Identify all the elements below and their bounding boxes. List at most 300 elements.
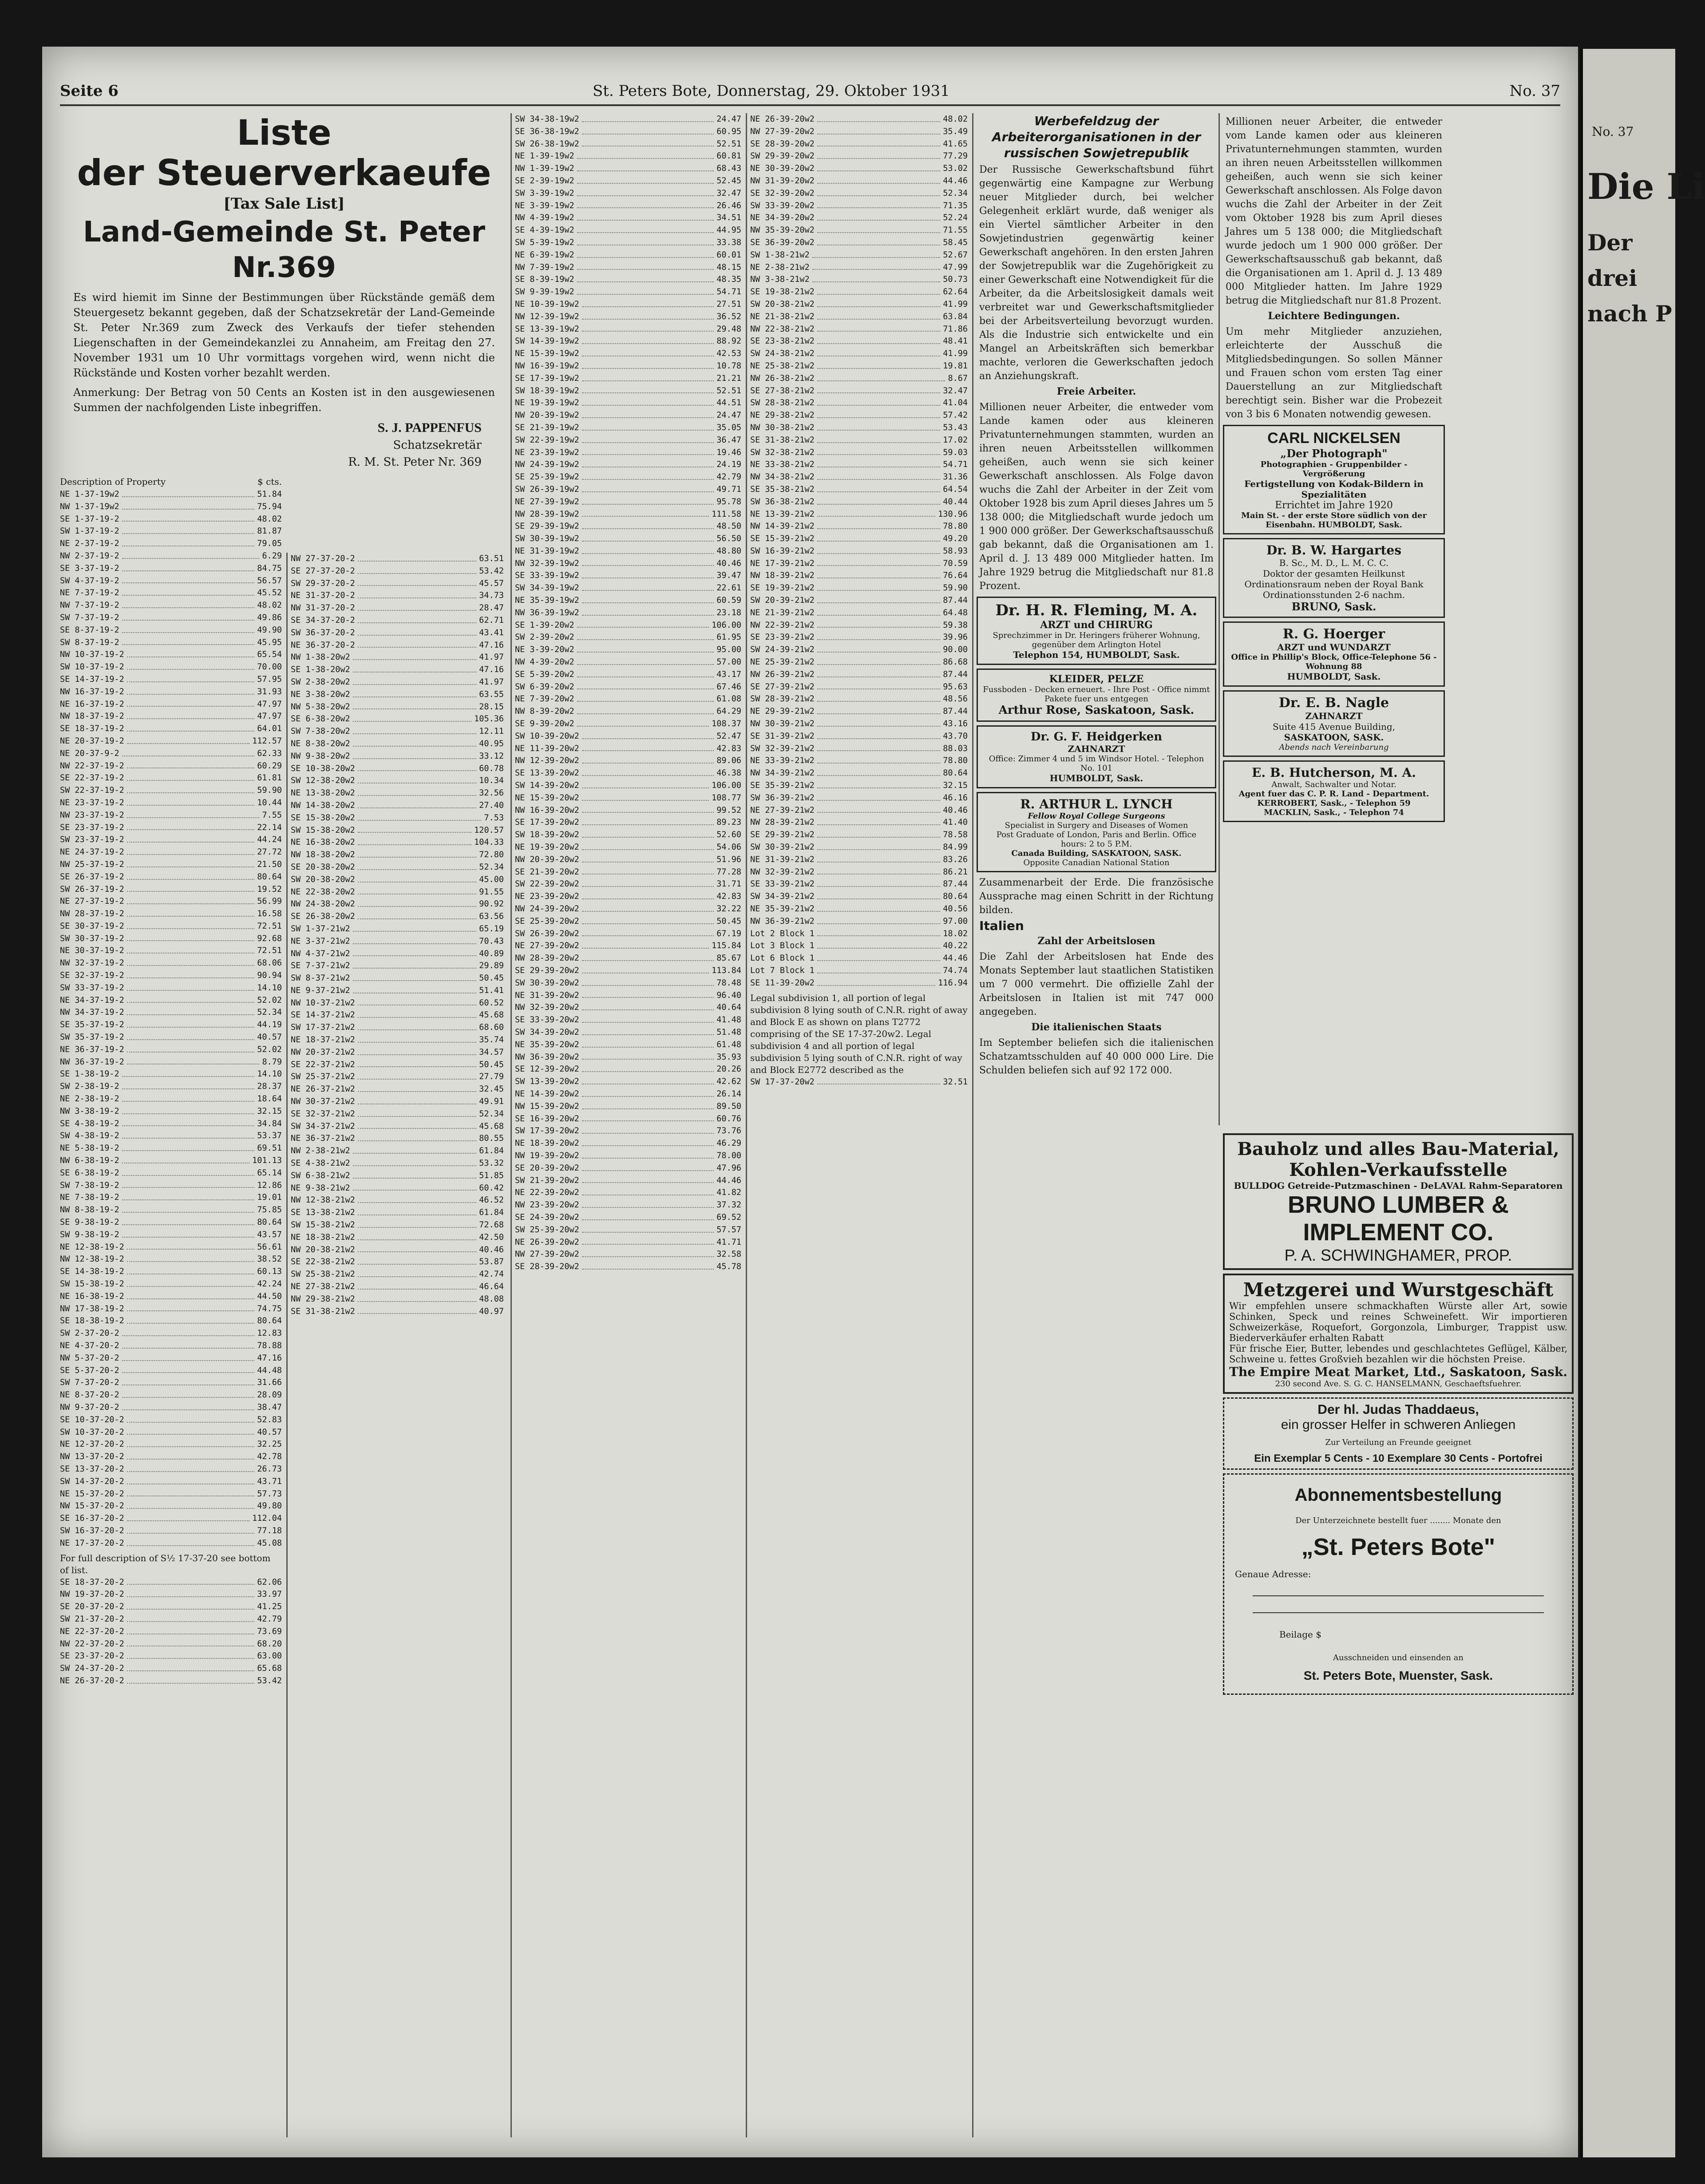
property-desc: NW 35-39-20w2 bbox=[750, 226, 815, 235]
property-amount: 101.13 bbox=[252, 1156, 282, 1166]
property-amount: 7.55 bbox=[262, 810, 282, 820]
property-desc: NW 22-37-20-2 bbox=[60, 1639, 124, 1649]
list-item bbox=[515, 570, 741, 582]
property-amount: 61.95 bbox=[716, 633, 741, 642]
property-desc: SE 20-37-20-2 bbox=[60, 1602, 124, 1612]
property-desc: SW 26-38-19w2 bbox=[515, 139, 579, 149]
property-amount: 96.40 bbox=[716, 990, 741, 1000]
property-desc: NE 35-39-20w2 bbox=[515, 1040, 579, 1049]
list-item bbox=[291, 1071, 504, 1083]
property-desc: Lot 6 Block 1 bbox=[750, 954, 815, 963]
list-item bbox=[60, 1626, 282, 1638]
property-amount: 42.24 bbox=[257, 1279, 282, 1289]
list-item bbox=[291, 627, 504, 639]
property-amount: 50.73 bbox=[943, 275, 968, 285]
property-desc: SW 7-37-20-2 bbox=[60, 1378, 119, 1388]
list-item bbox=[750, 545, 968, 558]
list-item bbox=[60, 1167, 282, 1179]
property-amount: 42.79 bbox=[257, 1614, 282, 1624]
property-desc: SE 28-39-20w2 bbox=[750, 139, 815, 149]
list-item bbox=[750, 508, 968, 521]
property-amount: 73.69 bbox=[257, 1626, 282, 1636]
property-desc: NE 29-38-21w2 bbox=[750, 411, 815, 420]
property-amount: 47.97 bbox=[257, 699, 282, 709]
property-desc: Lot 7 Block 1 bbox=[750, 965, 815, 975]
property-desc: SE 16-37-20-2 bbox=[60, 1514, 124, 1523]
property-amount: 84.99 bbox=[943, 843, 968, 852]
property-amount: 78.58 bbox=[943, 830, 968, 840]
property-desc: NE 13-39-21w2 bbox=[750, 509, 815, 519]
property-amount: 54.71 bbox=[716, 287, 741, 297]
list-item bbox=[291, 861, 504, 874]
ad-line: Agent fuer das C. P. R. Land - Department. bbox=[1238, 789, 1429, 799]
property-desc: NW 27-37-20-2 bbox=[291, 554, 355, 563]
list-item bbox=[515, 705, 741, 718]
list-item bbox=[750, 866, 968, 878]
ad-title: KLEIDER, PELZE bbox=[1049, 673, 1144, 685]
ad-subtitle: Fellow Royal College Surgeons bbox=[1028, 811, 1165, 821]
property-desc: SW 2-37-20-2 bbox=[60, 1329, 119, 1338]
property-amount: 60.59 bbox=[716, 596, 741, 605]
list-item bbox=[515, 607, 741, 619]
property-desc: NE 33-38-21w2 bbox=[750, 460, 815, 470]
list-item bbox=[60, 1476, 282, 1488]
property-desc: NE 15-39-20w2 bbox=[515, 793, 579, 803]
property-amount: 80.64 bbox=[943, 892, 968, 902]
property-desc: NW 28-39-20w2 bbox=[515, 954, 579, 963]
list-item bbox=[515, 1113, 741, 1125]
property-desc: SE 23-38-21w2 bbox=[750, 336, 815, 346]
property-amount: 41.97 bbox=[479, 653, 504, 662]
property-amount: 62.33 bbox=[257, 748, 282, 758]
property-desc: NW 23-37-19-2 bbox=[60, 810, 124, 820]
property-desc: SW 32-39-21w2 bbox=[750, 744, 815, 753]
property-amount: 77.29 bbox=[943, 151, 968, 161]
property-amount: 72.68 bbox=[479, 1220, 504, 1230]
ad-line: 230 second Ave. S. G. C. HANSELMANN, Geschaeftsfuehrer. bbox=[1275, 1379, 1522, 1389]
property-desc: SW 20-38-20w2 bbox=[291, 874, 355, 884]
property-amount: 63.84 bbox=[943, 312, 968, 321]
property-amount: 40.89 bbox=[479, 949, 504, 958]
property-desc: SE 32-37-19-2 bbox=[60, 971, 124, 981]
property-desc: SE 1-37-19-2 bbox=[60, 514, 119, 524]
list-item bbox=[515, 483, 741, 496]
ad-title: CARL NICKELSEN bbox=[1267, 430, 1400, 447]
property-desc: NW 36-39-21w2 bbox=[750, 916, 815, 926]
property-desc: SW 24-37-20-2 bbox=[60, 1664, 124, 1674]
property-amount: 32.15 bbox=[943, 781, 968, 791]
list-item bbox=[60, 612, 282, 624]
property-desc: NE 2-38-19-2 bbox=[60, 1094, 119, 1104]
list-item bbox=[60, 735, 282, 748]
ad-nagle bbox=[1223, 690, 1445, 757]
list-item bbox=[60, 488, 282, 501]
property-desc: NW 36-39-19w2 bbox=[515, 608, 579, 617]
property-desc: NE 31-37-20-2 bbox=[291, 591, 355, 601]
property-desc: SE 1-39-20w2 bbox=[515, 620, 574, 630]
property-amount: 48.02 bbox=[257, 601, 282, 610]
property-amount: 41.82 bbox=[716, 1188, 741, 1198]
property-desc: NE 29-39-21w2 bbox=[750, 707, 815, 716]
list-item bbox=[750, 323, 968, 336]
ad-line: Errichtet im Jahre 1920 bbox=[1275, 500, 1393, 511]
property-desc: NW 9-38-20w2 bbox=[291, 751, 350, 761]
ad-line: BULLDOG Getreide-Putzmaschinen - DeLAVAL Rahm-Separatoren bbox=[1234, 1180, 1563, 1191]
list-item bbox=[515, 200, 741, 212]
property-desc: SE 4-39-19w2 bbox=[515, 226, 574, 235]
property-amount: 88.92 bbox=[716, 336, 741, 346]
property-desc: NE 36-37-21w2 bbox=[291, 1134, 355, 1143]
list-item bbox=[515, 1014, 741, 1026]
property-amount: 53.32 bbox=[479, 1159, 504, 1168]
ad-line: Ordinationsraum neben der Royal Bank bbox=[1244, 579, 1424, 590]
property-amount: 112.57 bbox=[252, 736, 282, 746]
property-amount: 47.16 bbox=[479, 665, 504, 675]
list-item bbox=[515, 1150, 741, 1162]
property-desc: NE 31-39-21w2 bbox=[750, 855, 815, 864]
property-amount: 52.47 bbox=[716, 731, 741, 741]
property-amount: 10.44 bbox=[257, 798, 282, 807]
list-item bbox=[515, 187, 741, 200]
property-amount: 40.46 bbox=[943, 805, 968, 815]
address-line[interactable] bbox=[1253, 1612, 1544, 1613]
property-amount: 53.87 bbox=[479, 1257, 504, 1267]
list-item bbox=[515, 619, 741, 632]
ad-line: Ordinationsstunden 2-6 nachm. bbox=[1262, 590, 1405, 600]
article-paragraph: Millionen neuer Arbeiter, die entweder vom Lande kamen oder aus kleineren Privatunternehmungen stammten, wurden an ihren neuen Arbeitsstellen willkommen geheißen, auch wenn sie sich keiner Gewerkschaft anschlossen. Als Folge davon wuchs die Zahl der Arbeiter in der Zeit vom Oktober 1928 bis zum April dieses Jahres um 5 138 000; die Mitgliedschaft wurde jedoch um 1 900 000 größer. Der Gewerkschaftsausschuß gab bekannt, daß die Organisationen am 1. April d. J. 13 489 000 Mitglieder hatten. Im Jahre 1929 betrug die Mitgliedschaft nur 81.8 Prozent. bbox=[1226, 116, 1442, 306]
list-item bbox=[291, 910, 504, 923]
property-amount: 44.24 bbox=[257, 835, 282, 845]
list-item bbox=[750, 273, 968, 286]
list-item bbox=[291, 651, 504, 664]
property-desc: SE 23-37-20-2 bbox=[60, 1651, 124, 1661]
property-desc: SW 4-38-19-2 bbox=[60, 1131, 119, 1141]
property-desc: SW 33-37-19-2 bbox=[60, 983, 124, 993]
property-amount: 42.83 bbox=[716, 744, 741, 753]
list-item bbox=[515, 311, 741, 323]
list-item bbox=[60, 649, 282, 661]
property-amount: 28.47 bbox=[479, 603, 504, 613]
list-item bbox=[60, 1130, 282, 1142]
property-desc: NE 25-39-21w2 bbox=[750, 657, 815, 667]
list-item bbox=[515, 890, 741, 903]
property-desc: SW 2-38-19-2 bbox=[60, 1082, 119, 1092]
list-title-line4: Land-Gemeinde St. Peter Nr.369 bbox=[83, 216, 486, 284]
list-item bbox=[750, 212, 968, 224]
property-desc: SE 35-38-21w2 bbox=[750, 484, 815, 494]
property-amount: 39.96 bbox=[943, 633, 968, 642]
property-amount: 40.44 bbox=[943, 497, 968, 506]
list-item bbox=[750, 311, 968, 323]
property-desc: SW 32-38-21w2 bbox=[750, 447, 815, 457]
list-item bbox=[515, 792, 741, 804]
property-desc: NW 32-39-20w2 bbox=[515, 1003, 579, 1013]
property-amount: 46.29 bbox=[716, 1139, 741, 1148]
property-desc: SE 11-39-20w2 bbox=[750, 978, 815, 988]
property-desc: NW 29-38-21w2 bbox=[291, 1294, 355, 1304]
property-amount: 50.45 bbox=[479, 1060, 504, 1069]
list-item bbox=[60, 624, 282, 637]
property-desc: NW 7-39-19w2 bbox=[515, 262, 574, 272]
list-item bbox=[60, 1315, 282, 1327]
list-item bbox=[291, 1120, 504, 1133]
property-amount: 7.53 bbox=[484, 813, 504, 823]
list-item bbox=[60, 1006, 282, 1019]
ad-line: Genaue Adresse: bbox=[1235, 1569, 1311, 1579]
property-desc: NE 7-38-19-2 bbox=[60, 1193, 119, 1203]
list-item bbox=[515, 1125, 741, 1137]
list-item bbox=[750, 940, 968, 952]
property-amount: 90.94 bbox=[257, 971, 282, 981]
property-amount: 32.58 bbox=[716, 1250, 741, 1259]
ad-line: Abends nach Vereinbarung bbox=[1279, 743, 1389, 752]
property-amount: 27.79 bbox=[479, 1072, 504, 1082]
list-item bbox=[750, 397, 968, 409]
property-desc: SE 33-39-21w2 bbox=[750, 879, 815, 889]
list-item bbox=[515, 878, 741, 890]
property-desc: SW 34-39-20w2 bbox=[515, 1027, 579, 1037]
column-rule bbox=[972, 113, 973, 2137]
ad-line: SASKATOON, SASK. bbox=[1284, 732, 1384, 743]
property-desc: SE 10-37-20-2 bbox=[60, 1415, 124, 1424]
property-desc: NW 28-39-21w2 bbox=[750, 818, 815, 827]
property-amount: 35.93 bbox=[716, 1052, 741, 1062]
ad-pelze bbox=[977, 669, 1216, 722]
list-item bbox=[750, 779, 968, 792]
property-desc: SE 33-39-19w2 bbox=[515, 571, 579, 581]
property-desc: SE 29-39-21w2 bbox=[750, 830, 815, 840]
list-item bbox=[60, 1044, 282, 1056]
property-desc: SE 36-39-20w2 bbox=[750, 237, 815, 247]
property-amount: 8.67 bbox=[948, 373, 968, 383]
property-desc: NE 27-39-19w2 bbox=[515, 497, 579, 506]
article-paragraph: Die Zahl der Arbeitslosen hat Ende des Monats September laut staatlichen Statistiken um 7 000 vermehrt. Die offizielle Zahl der Arbeitslosen in Italien ist mit 747 000 angegeben. bbox=[979, 951, 1214, 1017]
property-desc: NW 26-38-21w2 bbox=[750, 373, 815, 383]
property-desc: SE 3-37-19-2 bbox=[60, 563, 119, 573]
property-desc: SW 17-37-21w2 bbox=[291, 1023, 355, 1033]
list-item bbox=[60, 538, 282, 550]
property-amount: 45.00 bbox=[479, 874, 504, 884]
list-item bbox=[750, 447, 968, 459]
list-item bbox=[291, 972, 504, 985]
property-desc: NW 10-37-19-2 bbox=[60, 650, 124, 660]
property-amount: 64.48 bbox=[943, 608, 968, 617]
list-item bbox=[60, 797, 282, 809]
ad-line: Für frische Eier, Butter, lebendes und geschlachtetes Geflügel, Kälber, Schweine u. fettes Großvieh bezahlen wir die höchsten Preise. bbox=[1229, 1343, 1567, 1365]
property-desc: SW 9-38-19-2 bbox=[60, 1230, 119, 1239]
property-amount: 22.61 bbox=[716, 583, 741, 593]
list-item bbox=[750, 138, 968, 150]
address-line[interactable] bbox=[1253, 1595, 1544, 1596]
list-item bbox=[750, 533, 968, 545]
list-item bbox=[291, 799, 504, 812]
article-paragraph: Im September beliefen sich die italienischen Schatzamtsschulden auf 40 000 000 Lire. Die Schulden beliefen sich auf 92 172 000. bbox=[979, 1037, 1214, 1076]
property-desc: SE 2-39-19w2 bbox=[515, 176, 574, 186]
property-amount: 32.22 bbox=[716, 904, 741, 914]
list-item bbox=[291, 985, 504, 997]
list-item bbox=[291, 1170, 504, 1182]
property-desc: SW 3-39-19w2 bbox=[515, 188, 574, 198]
ad-subtitle: ARZT und WUNDARZT bbox=[1277, 642, 1391, 653]
property-desc: SE 23-39-21w2 bbox=[750, 633, 815, 642]
list-item bbox=[60, 1500, 282, 1512]
property-desc: NW 6-38-19-2 bbox=[60, 1156, 119, 1166]
list-item bbox=[515, 138, 741, 150]
property-amount: 44.46 bbox=[943, 176, 968, 186]
property-amount: 74.74 bbox=[943, 965, 968, 975]
property-desc: NW 3-38-21w2 bbox=[750, 275, 810, 285]
edge-subtitle: Der drei nach P bbox=[1587, 229, 1672, 327]
ad-meat bbox=[1223, 1274, 1574, 1394]
list-item bbox=[60, 1588, 282, 1601]
property-amount: 52.60 bbox=[716, 830, 741, 840]
list-item bbox=[750, 644, 968, 656]
list-item bbox=[750, 804, 968, 817]
property-amount: 106.00 bbox=[712, 781, 741, 791]
ad-subtitle: Anwalt, Sachwalter und Notar. bbox=[1271, 780, 1396, 789]
property-desc: NE 31-39-19w2 bbox=[515, 546, 579, 556]
property-desc: SW 28-39-21w2 bbox=[750, 694, 815, 704]
property-desc: NE 21-39-21w2 bbox=[750, 608, 815, 617]
list-item bbox=[750, 348, 968, 360]
property-amount: 43.41 bbox=[479, 628, 504, 637]
tax-list bbox=[750, 113, 968, 989]
property-desc: NW 23-39-20w2 bbox=[515, 1200, 579, 1210]
property-desc: NE 35-39-19w2 bbox=[515, 596, 579, 605]
property-desc: SW 5-39-19w2 bbox=[515, 237, 574, 247]
list-item bbox=[60, 1352, 282, 1365]
property-amount: 104.33 bbox=[474, 838, 504, 847]
list-item bbox=[60, 895, 282, 908]
property-desc: NW 12-39-20w2 bbox=[515, 756, 579, 766]
list-item bbox=[515, 237, 741, 249]
list-item bbox=[515, 447, 741, 459]
property-amount: 43.17 bbox=[716, 669, 741, 679]
ad-line: Kohlen-Verkaufsstelle bbox=[1289, 1159, 1507, 1180]
property-desc: SW 2-39-20w2 bbox=[515, 633, 574, 642]
property-amount: 64.54 bbox=[943, 484, 968, 494]
property-amount: 17.02 bbox=[943, 435, 968, 445]
property-desc: SW 17-39-20w2 bbox=[515, 1126, 579, 1136]
property-desc: NW 30-37-21w2 bbox=[291, 1097, 355, 1107]
list-item bbox=[515, 397, 741, 409]
property-desc: NW 24-39-19w2 bbox=[515, 460, 579, 470]
signature bbox=[60, 419, 482, 471]
list-item bbox=[60, 982, 282, 994]
property-amount: 42.79 bbox=[716, 472, 741, 482]
property-amount: 92.68 bbox=[257, 934, 282, 943]
property-amount: 50.45 bbox=[716, 916, 741, 926]
list-item bbox=[60, 809, 282, 822]
list-item bbox=[515, 175, 741, 187]
property-desc: SE 20-39-20w2 bbox=[515, 1163, 579, 1173]
property-amount: 28.15 bbox=[479, 702, 504, 712]
intro-paragraph: Es wird hiemit im Sinne der Bestimmungen über Rückstände gemäß dem Steuergesetz bekannt gegeben, daß der Schatzsekretär der Land-Gemeinde St. Peter Nr.369 zum Zweck des Verkaufs der tiefer stehenden Liegenschaften in der Gemeindekanzlei zu Annaheim, am Freitag den 27. November 1931 um 10 Uhr vormittags vorgehen wird, wenn nicht die Rückstände und Kosten vorher bezahlt werden. bbox=[73, 291, 495, 379]
property-desc: SE 27-37-20-2 bbox=[291, 566, 355, 576]
ad-line: P. A. SCHWINGHAMER, PROP. bbox=[1284, 1246, 1512, 1264]
property-amount: 14.10 bbox=[257, 983, 282, 993]
list-item bbox=[750, 718, 968, 730]
list-item bbox=[291, 836, 504, 849]
article-subhead: Freie Arbeiter. bbox=[1056, 386, 1136, 397]
property-amount: 90.00 bbox=[943, 645, 968, 655]
list-item bbox=[60, 1068, 282, 1080]
property-amount: 65.19 bbox=[479, 924, 504, 934]
property-desc: NE 23-37-19-2 bbox=[60, 798, 124, 807]
list-item bbox=[291, 812, 504, 824]
property-desc: NW 12-38-21w2 bbox=[291, 1195, 355, 1205]
property-amount: 115.84 bbox=[712, 941, 741, 951]
property-amount: 31.66 bbox=[257, 1378, 282, 1388]
property-amount: 76.64 bbox=[943, 571, 968, 581]
article-headline: Italien bbox=[979, 918, 1024, 933]
property-desc: NE 26-37-21w2 bbox=[291, 1084, 355, 1094]
property-amount: 68.20 bbox=[257, 1639, 282, 1649]
property-amount: 120.57 bbox=[474, 825, 504, 835]
property-desc: SW 23-37-19-2 bbox=[60, 835, 124, 845]
property-amount: 113.84 bbox=[712, 965, 741, 975]
list-item bbox=[515, 915, 741, 928]
list-item bbox=[750, 693, 968, 705]
property-desc: SE 25-39-19w2 bbox=[515, 472, 579, 482]
property-desc: NE 10-39-19w2 bbox=[515, 299, 579, 309]
property-amount: 111.58 bbox=[712, 509, 741, 519]
list-item bbox=[291, 787, 504, 799]
property-amount: 78.88 bbox=[257, 1341, 282, 1350]
property-desc: NE 18-37-21w2 bbox=[291, 1035, 355, 1045]
property-amount: 32.47 bbox=[943, 386, 968, 396]
list-item bbox=[60, 871, 282, 883]
list-item bbox=[515, 508, 741, 521]
ad-line: Canada Building, SASKATOON, SASK. bbox=[1011, 849, 1182, 858]
property-amount: 54.71 bbox=[943, 460, 968, 470]
ad-fleming bbox=[977, 597, 1216, 665]
list-item bbox=[291, 1108, 504, 1120]
ad-line: Ein Exemplar 5 Cents - 10 Exemplare 30 Cents - Portofrei bbox=[1254, 1452, 1543, 1464]
property-desc: NE 15-37-20-2 bbox=[60, 1489, 124, 1499]
list-item bbox=[60, 1377, 282, 1389]
property-amount: 60.78 bbox=[479, 764, 504, 773]
property-amount: 41.25 bbox=[257, 1602, 282, 1612]
news-column bbox=[977, 113, 1216, 2137]
list-item bbox=[291, 713, 504, 725]
property-desc: NE 31-39-20w2 bbox=[515, 990, 579, 1000]
property-amount: 71.35 bbox=[943, 201, 968, 210]
property-amount: 43.70 bbox=[943, 731, 968, 741]
property-amount: 68.60 bbox=[479, 1023, 504, 1033]
masthead-line: St. Peters Bote, Donnerstag, 29. Oktober 1931 bbox=[593, 82, 950, 100]
list-item bbox=[60, 933, 282, 945]
list-item bbox=[60, 1216, 282, 1229]
list-item bbox=[515, 471, 741, 483]
property-desc: NW 34-37-19-2 bbox=[60, 1008, 124, 1017]
list-item bbox=[60, 1204, 282, 1216]
property-desc: NW 5-37-20-2 bbox=[60, 1353, 119, 1363]
property-desc: SW 22-37-19-2 bbox=[60, 786, 124, 795]
property-desc: NE 35-39-21w2 bbox=[750, 904, 815, 914]
property-desc: NW 30-39-21w2 bbox=[750, 719, 815, 729]
property-amount: 63.00 bbox=[257, 1651, 282, 1661]
property-desc: NW 17-38-19-2 bbox=[60, 1304, 124, 1314]
property-amount: 56.57 bbox=[257, 576, 282, 586]
property-desc: SW 34-39-19w2 bbox=[515, 583, 579, 593]
property-desc: NW 24-39-20w2 bbox=[515, 904, 579, 914]
ad-title: Metzgerei und Wurstgeschäft bbox=[1243, 1279, 1554, 1301]
property-desc: NW 19-37-20-2 bbox=[60, 1590, 124, 1599]
property-amount: 52.83 bbox=[257, 1415, 282, 1424]
list-item bbox=[60, 1191, 282, 1204]
list-item bbox=[291, 1009, 504, 1021]
